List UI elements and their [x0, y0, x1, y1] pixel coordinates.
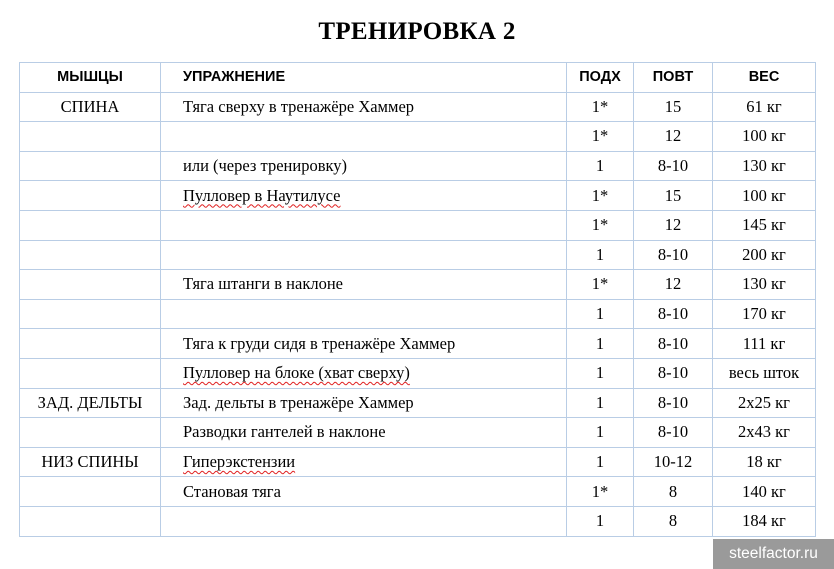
weight-cell: 18 кг — [713, 447, 816, 477]
reps-cell: 12 — [634, 270, 713, 300]
sets-cell: 1* — [567, 477, 634, 507]
table-row — [20, 270, 816, 300]
table-row — [20, 151, 816, 181]
table-row — [20, 418, 816, 448]
sets-cell: 1 — [567, 151, 634, 181]
exercise-cell — [161, 210, 567, 240]
reps-cell: 8-10 — [634, 299, 713, 329]
table-row — [20, 358, 816, 388]
sets-cell: 1 — [567, 329, 634, 359]
exercise-cell: Тяга сверху в тренажёре Хаммер — [161, 92, 567, 122]
table-header-row — [20, 63, 816, 93]
sets-cell: 1 — [567, 506, 634, 536]
exercise-cell — [161, 122, 567, 152]
exercise-cell: или (через тренировку) — [161, 151, 567, 181]
muscle-cell — [20, 270, 161, 300]
reps-cell: 8-10 — [634, 418, 713, 448]
weight-cell: 100 кг — [713, 122, 816, 152]
table-row — [20, 240, 816, 270]
table-row — [20, 92, 816, 122]
muscle-cell — [20, 122, 161, 152]
exercise-text: Гиперэкстензии — [183, 452, 296, 472]
muscle-cell — [20, 181, 161, 211]
reps-cell: 12 — [634, 210, 713, 240]
table-row — [20, 388, 816, 418]
header-exercise: УПРАЖНЕНИЕ — [161, 63, 567, 93]
weight-cell: 200 кг — [713, 240, 816, 270]
muscle-cell — [20, 329, 161, 359]
header-muscles: МЫШЦЫ — [20, 63, 161, 93]
muscle-cell — [20, 358, 161, 388]
weight-cell: 170 кг — [713, 299, 816, 329]
reps-cell: 8-10 — [634, 151, 713, 181]
table-row — [20, 210, 816, 240]
sets-cell: 1 — [567, 388, 634, 418]
weight-cell: 61 кг — [713, 92, 816, 122]
table-row — [20, 329, 816, 359]
exercise-cell — [161, 299, 567, 329]
sets-cell: 1 — [567, 240, 634, 270]
workout-table — [19, 62, 816, 537]
weight-cell: весь шток — [713, 358, 816, 388]
exercise-cell — [161, 240, 567, 270]
header-weight: ВЕС — [713, 63, 816, 93]
page-title: ТРЕНИРОВКА 2 — [318, 18, 516, 45]
reps-cell: 8-10 — [634, 329, 713, 359]
reps-cell: 10-12 — [634, 447, 713, 477]
exercise-cell — [161, 181, 567, 211]
weight-cell: 2х43 кг — [713, 418, 816, 448]
header-sets: ПОДХ — [567, 63, 634, 93]
exercise-cell: Разводки гантелей в наклоне — [161, 418, 567, 448]
muscle-cell — [20, 299, 161, 329]
weight-cell: 111 кг — [713, 329, 816, 359]
table-row — [20, 447, 816, 477]
exercise-cell — [161, 506, 567, 536]
exercise-cell — [161, 447, 567, 477]
table-row — [20, 181, 816, 211]
reps-cell: 8-10 — [634, 358, 713, 388]
sets-cell: 1* — [567, 92, 634, 122]
weight-cell: 2х25 кг — [713, 388, 816, 418]
muscle-cell — [20, 506, 161, 536]
muscle-cell: НИЗ СПИНЫ — [20, 447, 161, 477]
table-row — [20, 299, 816, 329]
exercise-cell: Тяга штанги в наклоне — [161, 270, 567, 300]
sets-cell: 1* — [567, 210, 634, 240]
muscle-cell — [20, 151, 161, 181]
weight-cell: 184 кг — [713, 506, 816, 536]
sets-cell: 1 — [567, 358, 634, 388]
exercise-cell — [161, 358, 567, 388]
sets-cell: 1* — [567, 270, 634, 300]
reps-cell: 8-10 — [634, 388, 713, 418]
exercise-text: Пулловер на блоке (хват сверху) — [183, 363, 410, 383]
exercise-text: Пулловер в Наутилусе — [183, 185, 341, 205]
muscle-cell: ЗАД. ДЕЛЬТЫ — [20, 388, 161, 418]
sets-cell: 1 — [567, 418, 634, 448]
sets-cell: 1* — [567, 122, 634, 152]
exercise-cell: Зад. дельты в тренажёре Хаммер — [161, 388, 567, 418]
weight-cell: 140 кг — [713, 477, 816, 507]
muscle-cell — [20, 210, 161, 240]
table-row — [20, 122, 816, 152]
weight-cell: 145 кг — [713, 210, 816, 240]
exercise-cell: Тяга к груди сидя в тренажёре Хаммер — [161, 329, 567, 359]
watermark-badge: steelfactor.ru — [713, 539, 834, 569]
muscle-cell — [20, 418, 161, 448]
reps-cell: 8 — [634, 477, 713, 507]
table-row — [20, 506, 816, 536]
reps-cell: 12 — [634, 122, 713, 152]
sets-cell: 1* — [567, 181, 634, 211]
weight-cell: 130 кг — [713, 151, 816, 181]
sets-cell: 1 — [567, 447, 634, 477]
reps-cell: 8-10 — [634, 240, 713, 270]
muscle-cell — [20, 240, 161, 270]
table-row — [20, 477, 816, 507]
sets-cell: 1 — [567, 299, 634, 329]
reps-cell: 15 — [634, 92, 713, 122]
weight-cell: 130 кг — [713, 270, 816, 300]
header-reps: ПОВТ — [634, 63, 713, 93]
reps-cell: 8 — [634, 506, 713, 536]
muscle-cell: СПИНА — [20, 92, 161, 122]
muscle-cell — [20, 477, 161, 507]
weight-cell: 100 кг — [713, 181, 816, 211]
reps-cell: 15 — [634, 181, 713, 211]
exercise-cell: Становая тяга — [161, 477, 567, 507]
